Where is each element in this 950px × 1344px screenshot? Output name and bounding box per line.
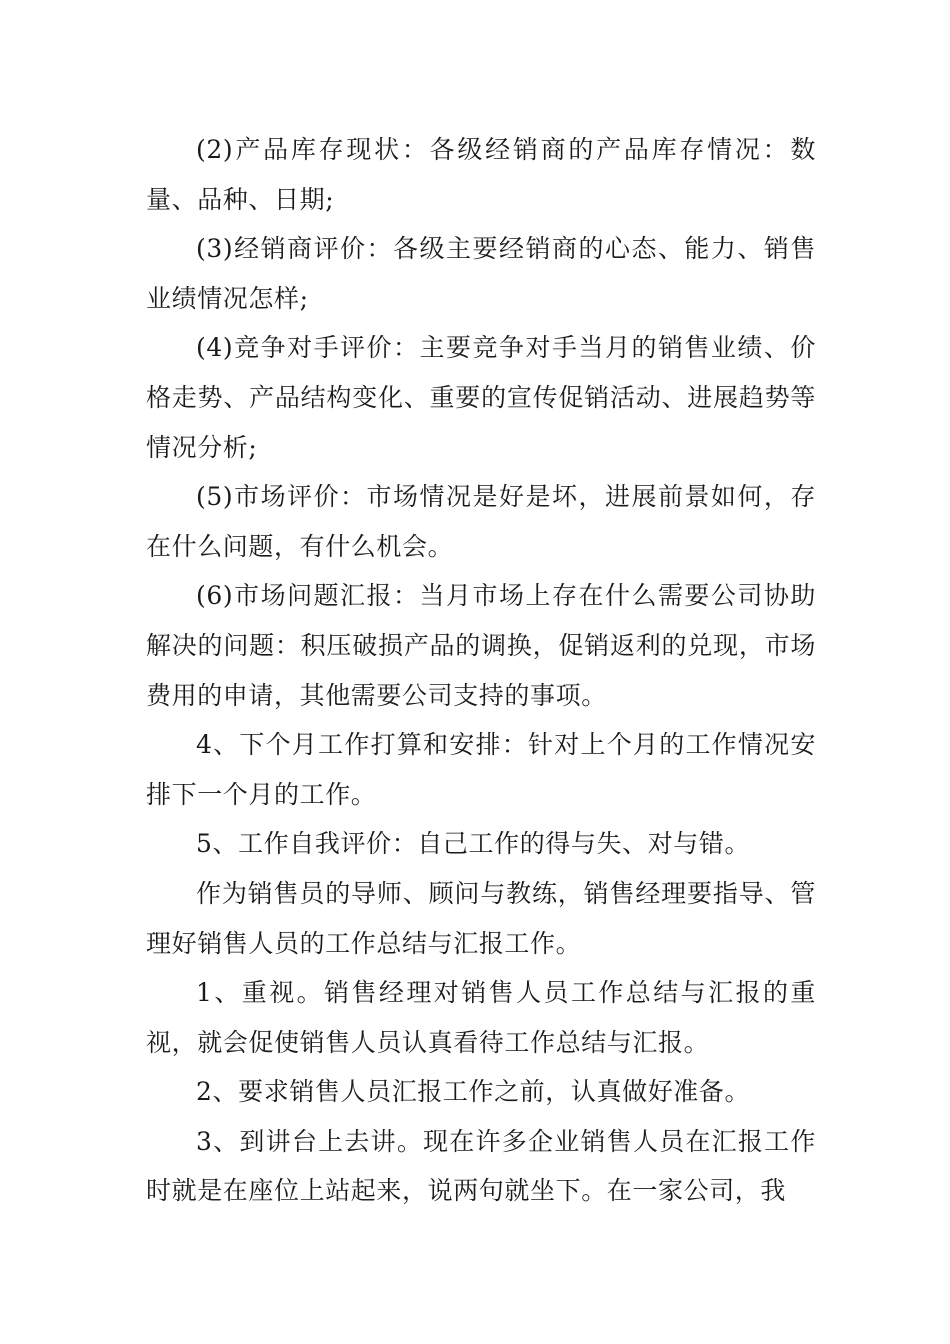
paragraph-next-month-plan: 4、下个月工作打算和安排：针对上个月的工作情况安排下一个月的工作。	[146, 730, 816, 809]
paragraph-podium: 3、到讲台上去讲。现在许多企业销售人员在汇报工作时就是在座位上站起来，说两句就坐下。在一家公司，我	[146, 1126, 816, 1206]
paragraph-market-evaluation: (5)市场评价：市场情况是好是坏，进展前景如何，存在什么问题，有什么机会。	[146, 482, 816, 561]
paragraph-competitor-evaluation: (4)竞争对手评价：主要竞争对手当月的销售业绩、价格走势、产品结构变化、重要的宣传促销活动、进展趋势等情况分析;	[146, 333, 816, 462]
paragraph-market-issues: (6)市场问题汇报：当月市场上存在什么需要公司协助解决的问题：积压破损产品的调换，促销返利的兑现，市场费用的申请，其他需要公司支持的事项。	[146, 581, 816, 710]
document-body	[146, 125, 816, 1216]
paragraph-manager-role: 作为销售员的导师、顾问与教练，销售经理要指导、管理好销售人员的工作总结与汇报工作。	[146, 878, 816, 958]
paragraph-preparation: 2、要求销售人员汇报工作之前，认真做好准备。	[196, 1077, 751, 1107]
paragraph-self-evaluation: 5、工作自我评价：自己工作的得与失、对与错。	[196, 829, 751, 859]
paragraph-dealer-evaluation: (3)经销商评价：各级主要经销商的心态、能力、销售业绩情况怎样;	[146, 234, 816, 313]
paragraph-inventory-status: (2)产品库存现状：各级经销商的产品库存情况：数量、品种、日期;	[146, 135, 816, 214]
paragraph-attention: 1、重视。销售经理对销售人员工作总结与汇报的重视，就会促使销售人员认真看待工作总结与汇报。	[146, 978, 816, 1057]
